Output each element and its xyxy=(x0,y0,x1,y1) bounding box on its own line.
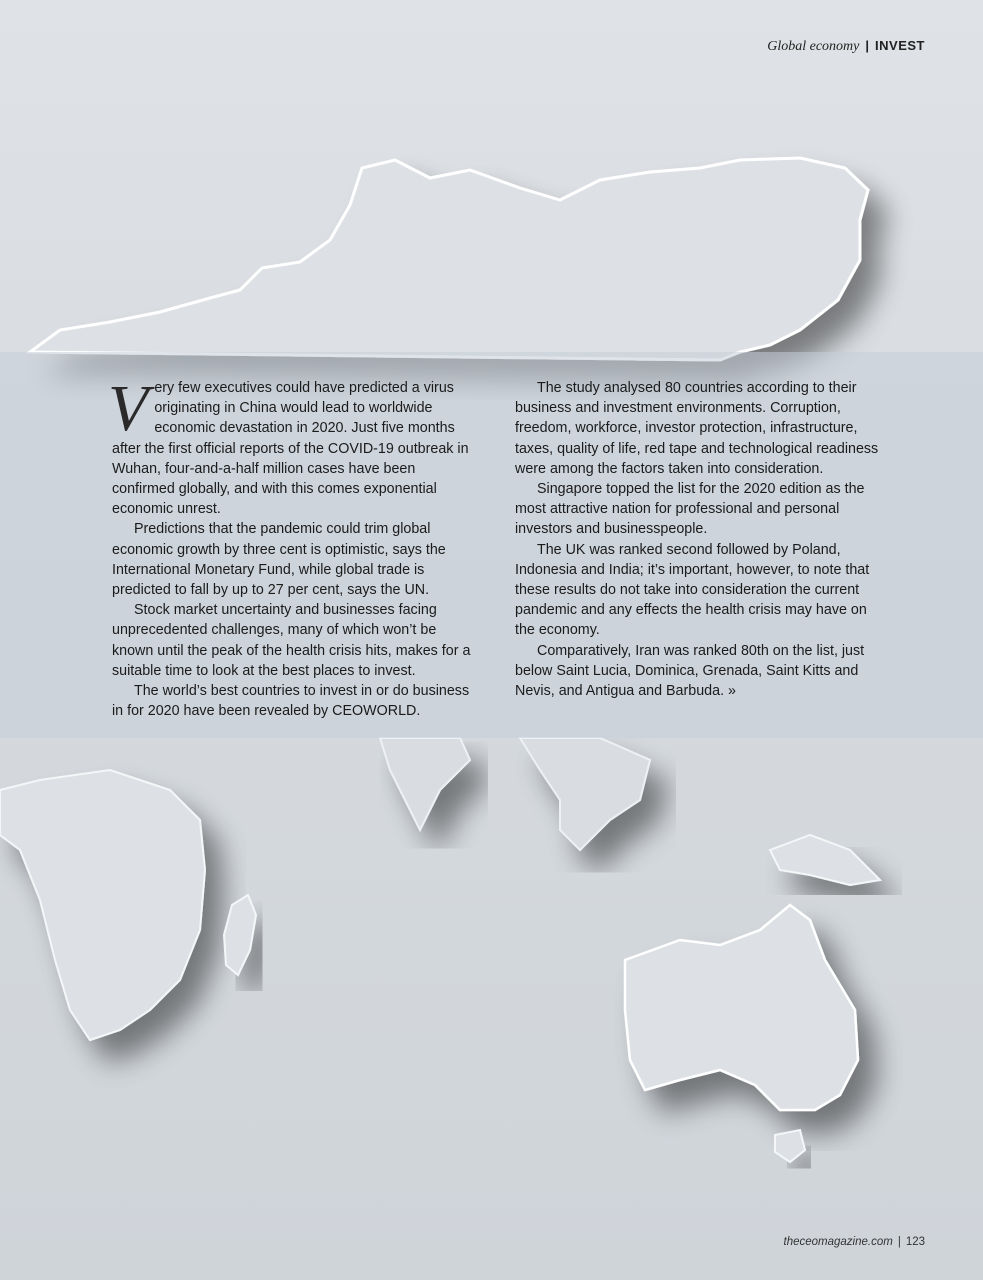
article-column-right xyxy=(515,378,881,701)
paragraph xyxy=(108,372,478,519)
madagascar-landmass xyxy=(224,895,256,975)
southeast-asia-landmass xyxy=(520,738,650,850)
australia-landmass xyxy=(625,905,858,1110)
paragraph: Singapore topped the list for the 2020 edition as the most attractive nation for professional and personal investors and businesspeople. xyxy=(515,481,865,538)
footer-separator: | xyxy=(897,1236,901,1248)
paragraph: The study analysed 80 countries according to their business and investment environments. Corruption, freedom, workforce, investor protection, infrastructure, taxes, quality of life, red tape and technological readiness were among the factors taken into consideration. xyxy=(515,380,879,477)
tasmania-landmass xyxy=(775,1130,805,1162)
paragraph: The world’s best countries to invest in or do business in for 2020 have been revealed by CEOWORLD. xyxy=(112,683,470,720)
paragraph: Predictions that the pandemic could trim global economic growth by three cent is optimistic, says the International Monetary Fund, while global trade is predicted to fall by up to 27 per cent, says the UN. xyxy=(112,521,446,599)
article-column-left xyxy=(108,372,478,721)
new-guinea-landmass xyxy=(770,835,880,885)
paragraph: Stock market uncertainty and businesses facing unprecedented challenges, many of which won’t be known until the peak of the health crisis hits, makes for a suitable time to look at the best places to invest. xyxy=(112,602,471,679)
paragraph: The UK was ranked second followed by Poland, Indonesia and India; it’s important, however, to note that these results do not take into consideration the current pandemic and any effects the health crisis may have on the economy. xyxy=(515,541,870,639)
eurasia-landmass xyxy=(30,158,868,360)
africa-landmass xyxy=(0,770,205,1040)
section-title: Global economy xyxy=(767,39,860,54)
header-separator: | xyxy=(865,38,870,53)
south-asia-landmass xyxy=(380,738,470,830)
magazine-website: theceomagazine.com xyxy=(783,1236,893,1248)
section-tag: INVEST xyxy=(875,38,925,53)
running-header xyxy=(767,38,925,55)
paragraph: Comparatively, Iran was ranked 80th on the list, just below Saint Lucia, Dominica, Grenada, Saint Kitts and Nevis, and Antigua and Barbuda. » xyxy=(515,642,865,700)
page-footer xyxy=(784,1236,926,1248)
paragraph-text: ery few executives could have predicted a virus originating in China would lead to worldwide economic devastation in 2020. Just five months after the first official reports of the COVID-19 outbreak in Wuhan, four-and-a-half million cases have been confirmed globally, and with this comes exponential economic unrest. xyxy=(112,380,469,518)
page-number: 123 xyxy=(905,1236,925,1248)
drop-cap: V xyxy=(108,372,149,445)
